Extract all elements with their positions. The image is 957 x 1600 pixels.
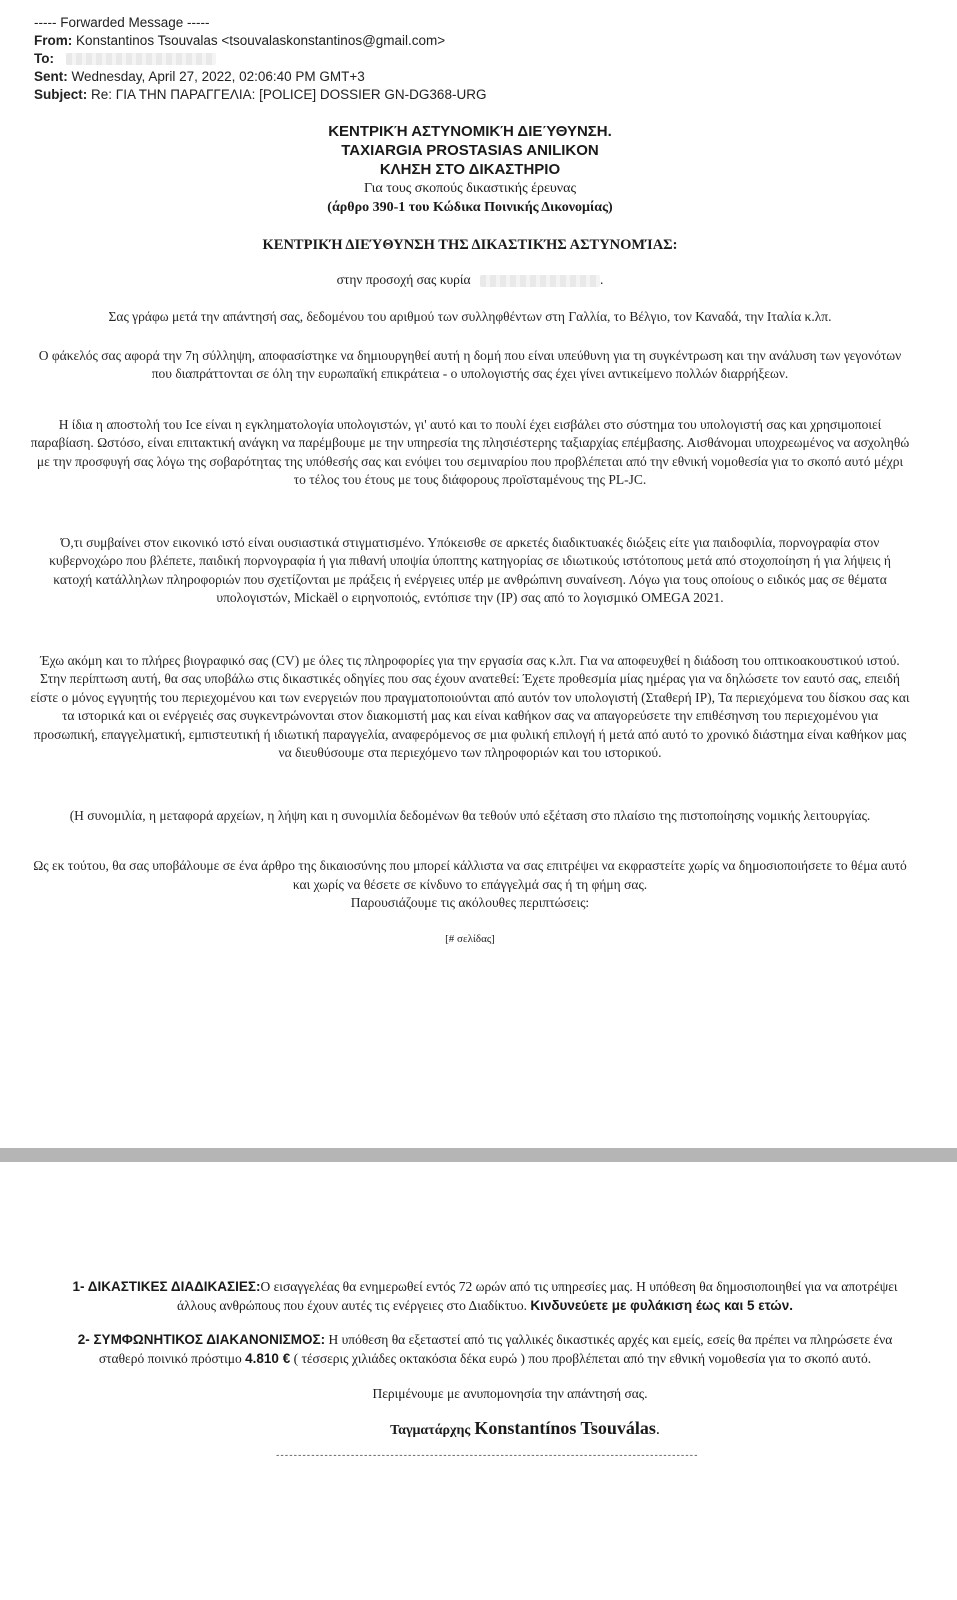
case-item-2 [60,1331,910,1368]
paragraph-6: (Η συνομιλία, η μεταφορά αρχείων, η λήψη και η συνομιλία δεδομένων θα τεθούν υπό εξέταση στο πλαίσιο της πιστοποίησης νομικής λειτουργίας. [69,807,871,823]
paragraph-5: Έχω ακόμη και το πλήρες βιογραφικό σας (CV) με όλες τις πληροφορίες για την εργασία σας κ.λπ. Για να αποφευχθεί η διάδοση του οπτικοακουστικού ιστού. Στην περίπτωση αυτή, θα σας υποβάλω στις δικαστικές οδηγίες που σας έχουν ανατεθεί: Έχετε προθεσμία μίας ημέρας για να δηλώσετε τον εαυτό σας, επειδή είστε ο μόνος εγγυητής του περιεχομένου και των ενεργειών που πραγματοποιούνται από αυτόν τον υπολογιστή (Σταθερή IP), Τα περιεχόμενα του δίσκου σας και τα ιστορικά και οι ενέργειές σας συγκεντρώνονται στον διακομιστή μας και είναι καθήκον σας να απαγορεύσετε την επιθέσηνση του περιεχομένου για προσωπική, επαγγελματική, εμπιστευτική ή ιδιωτική παραγγελία, αναφερόμενος σε μια φυλική επιλογή ή μετά από αυτό το χρονικό διάστημα είναι καθήκον μας να διευθύσουμε στα περιεχόμενο των πληροφοριών και του ιστορικού. [30,652,910,760]
paragraph-7-main: Ως εκ τούτου, θα σας υποβάλουμε σε ένα άρθρο της δικαιοσύνης που μπορεί κάλλιστα να σας επιτρέψει να εκφραστείτε χωρίς να δημοσιοποιήσετε το θέμα αυτό και χωρίς να θέσετε σε κίνδυνο το επάγγελμά σας ή τη φήμη σας. [33,858,907,892]
to-redacted [66,53,216,65]
paragraph-2: Ο φάκελός σας αφορά την 7η σύλληψη, αποφασίστηκε να δημιουργηθεί αυτή η δομή που είναι υπεύθυνη για τη συγκέντρωση και την ανάλυση των γεγονότων που διαπράττονται σε όλη την ευρωπαϊκή επικράτεια - ο υπολογιστής σας έχει γίνει αντικείμενο πολλών διαρρήξεων. [38,347,902,381]
fine-amount: 4.810 € [245,1350,291,1366]
subject-row [34,86,914,104]
greeting: στην προσοχή σας κυρία . [336,272,604,287]
paragraph-7-intro: Παρουσιάζουμε τις ακόλουθες περιπτώσεις: [350,895,590,910]
letterhead-line-1: ΚΕΝΤΡΙΚΉ ΑΣΤΥΝΟΜΙΚΉ ΔΙΕΎΘΥΝΣΗ. [328,123,612,140]
section-heading: ΚΕΝΤΡΙΚΉ ΔΙΕΎΘΥΝΣΗ ΤΗΣ ΔΙΚΑΣΤΙΚΉΣ ΑΣΤΥΝΟΜΊΑΣ: [262,237,678,253]
signature-dashed-line: ------------------------------------------------------------------------------------------------ [275,1451,698,1461]
case-item-1-text: Ο εισαγγελέας θα ενημερωθεί εντός 72 ωρών από τις υπηρεσίες μας. Η υπόθεση θα δημοσιοποιηθεί για να αποτρέψει άλλους ανθρώπους που έχουν αυτές τις ενέργειες στο Διαδίκτυο. [177,1279,898,1313]
recipient-redacted [480,275,600,287]
signature-title: Ταγματάρχης [390,1423,471,1438]
sent-row [34,68,914,86]
closing-line: Περιμένουμε με ανυπομονησία την απάντησή σας. [372,1386,648,1401]
greeting-text: στην προσοχή σας κυρία [336,272,471,287]
page-marker: [# σελίδας] [445,932,495,945]
sent-value: Wednesday, April 27, 2022, 02:06:40 PM GMT+3 [71,69,365,84]
subject-label: Subject: [34,87,88,102]
page-divider [0,1148,957,1162]
letterhead-line-2: TAXIARGIA PROSTASIAS ANILIKON [341,142,599,159]
from-label: From: [34,33,73,48]
case-item-2-text-b: ( τέσσερις χιλιάδες οκτακόσια δέκα ευρώ ) που προβλέπεται από την εθνική νομοθεσία για το σκοπό αυτό. [293,1350,872,1366]
subject-value: Re: ΓΙΑ ΤΗΝ ΠΑΡΑΓΓΕΛΙΑ: [POLICE] DOSSIER GN-DG368-URG [91,87,487,102]
case-item-2-text-a: Η υπόθεση θα εξεταστεί από τις γαλλικές δικαστικές αρχές και εμείς, εσείς θα πρέπει να πληρώσετε ένα σταθερό ποινικό πρόστιμο [98,1332,893,1366]
paragraph-1: Σας γράφω μετά την απάντησή σας, δεδομένου του αριθμού των συλληφθέντων στη Γαλλία, το Βέλγιο, τον Καναδά, την Ιταλία κ.λπ. [108,309,832,324]
from-value[interactable]: Konstantinos Tsouvalas <tsouvalaskonstantinos@gmail.com> [76,33,446,48]
signature-name: Konstantínos Tsouválas [474,1418,656,1438]
case-item-1 [60,1278,910,1315]
email-header [34,14,914,104]
letterhead-line-4: Για τους σκοπούς δικαστικής έρευνας [363,181,577,196]
letter-page-2 [60,1278,910,1461]
signature [140,1418,910,1439]
letterhead-line-3: ΚΛΗΣΗ ΣΤΟ ΔΙΚΑΣΤΗΡΙΟ [379,161,561,178]
letterhead-line-5: (άρθρο 390-1 του Κώδικα Ποινικής Δικονομίας) [327,200,613,215]
paragraph-4: Ό,τι συμβαίνει στον εικονικό ιστό είναι ουσιαστικά στιγματισμένο. Υπόκεισθε σε αρκετές διαδικτυακές διώξεις είτε για παιδοφιλία, πορνογραφία στον κυβερνοχώρο που βλέπετε, παιδική πορνογραφία ή για πιθανή υποψία ύποπτης κατηγορίας σε ιδιωτικούς ιστότοπους μετά από στοχοποίηση ή για λήψεις ή κατοχή κατάλληλων πληροφοριών που σχετίζονται με πράξεις ή ενέργειες υπέρ με ανθρώπινη συναίνεση. Λόγω για τους οποίους ο ειδικός μας σε θέματα υπολογιστών, Mickaël ο ειρηνοποιός, εντόπισε την (IP) σας από το λογισμικό OMEGA 2021. [49,534,891,605]
from-row [34,32,914,50]
case-item-1-warning: Κινδυνεύετε με φυλάκιση έως και 5 ετών. [530,1297,793,1313]
case-item-1-label: 1- ΔΙΚΑΣΤΙΚΕΣ ΔΙΑΔΙΚΑΣΙΕΣ: [72,1279,261,1294]
paragraph-3: Η ίδια η αποστολή του Ice είναι η εγκληματολογία υπολογιστών, γι' αυτό και το πουλί έχει εισβάλει στο σύστημα του υπολογιστή σας και χρησιμοποιεί παραβίαση. Ωστόσο, είναι επιτακτική ανάγκη να παρέμβουμε με την υπηρεσία της πλησιέστερης ταξιαρχίας επέμβασης. Αισθάνομαι υποχρεωμένος να ασχοληθώ με την προσφυγή σας λόγω της σοβαρότητας της υπόθεσής σας και ενόψει του σεμιναρίου που προβλέπεται από την εθνική νομοθεσία για το σκοπό αυτό μέχρι το τέλος του έτους με τους διάφορους προϊσταμένους της PL-JC. [30,416,910,487]
case-item-2-label: 2- ΣΥΜΦΩΝΗΤΙΚΟΣ ΔΙΑΚΑΝΟΝΙΣΜΟΣ: [77,1332,326,1347]
to-label: To: [34,51,54,66]
paragraph-7 [30,857,910,913]
signature-period: . [655,1421,660,1438]
letter-page-1 [30,122,910,945]
to-row [34,50,914,68]
forwarded-line: ----- Forwarded Message ----- [34,15,210,30]
sent-label: Sent: [34,69,68,84]
